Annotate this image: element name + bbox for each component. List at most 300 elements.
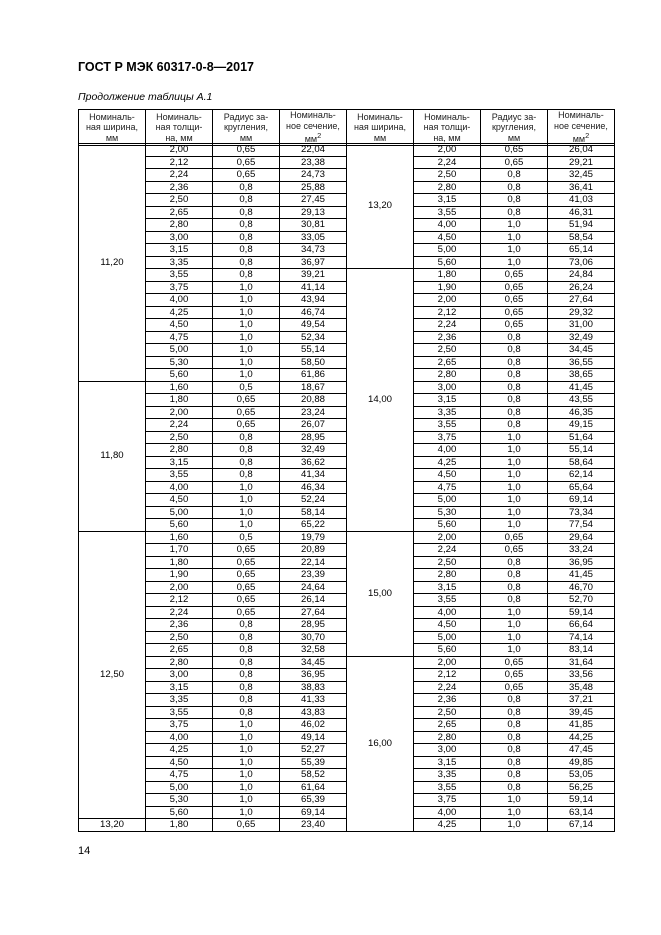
- thickness-cell: 3,55: [414, 206, 481, 219]
- radius-cell: 1,0: [213, 794, 280, 807]
- thickness-cell: 5,00: [146, 781, 213, 794]
- radius-cell: 1,0: [213, 731, 280, 744]
- thickness-cell: 3,15: [146, 244, 213, 257]
- section-cell: 41,85: [548, 719, 615, 732]
- radius-cell: 0,8: [481, 556, 548, 569]
- section-cell: 27,64: [280, 606, 347, 619]
- radius-cell: 0,65: [213, 544, 280, 557]
- radius-cell: 0,65: [481, 656, 548, 669]
- radius-cell: 0,5: [213, 381, 280, 394]
- thickness-cell: 4,50: [414, 231, 481, 244]
- radius-cell: 0,65: [481, 144, 548, 157]
- radius-cell: 0,65: [213, 169, 280, 182]
- table-row: [347, 531, 615, 544]
- section-cell: 43,55: [548, 394, 615, 407]
- thickness-cell: 3,55: [414, 781, 481, 794]
- radius-cell: 0,8: [481, 194, 548, 207]
- col-radius-header: Радиус за- кругления, мм: [481, 110, 548, 146]
- radius-cell: 0,65: [213, 581, 280, 594]
- thickness-cell: 5,00: [146, 506, 213, 519]
- thickness-cell: 5,30: [414, 506, 481, 519]
- thickness-cell: 4,75: [146, 769, 213, 782]
- thickness-cell: 4,50: [146, 319, 213, 332]
- thickness-cell: 3,15: [146, 681, 213, 694]
- thickness-cell: 2,00: [414, 656, 481, 669]
- radius-cell: 0,65: [213, 556, 280, 569]
- section-cell: 65,22: [280, 519, 347, 532]
- radius-cell: 1,0: [213, 356, 280, 369]
- section-cell: 41,34: [280, 469, 347, 482]
- thickness-cell: 4,75: [146, 331, 213, 344]
- radius-cell: 0,8: [213, 256, 280, 269]
- thickness-cell: 4,00: [414, 219, 481, 232]
- section-cell: 41,03: [548, 194, 615, 207]
- section-cell: 41,33: [280, 694, 347, 707]
- section-cell: 46,34: [280, 481, 347, 494]
- section-cell: 46,02: [280, 719, 347, 732]
- thickness-cell: 4,25: [414, 819, 481, 832]
- radius-cell: 0,8: [481, 169, 548, 182]
- left-table-header: [78, 109, 347, 146]
- thickness-cell: 4,25: [414, 456, 481, 469]
- thickness-cell: 2,80: [414, 731, 481, 744]
- thickness-cell: 4,25: [146, 744, 213, 757]
- section-cell: 33,05: [280, 231, 347, 244]
- section-cell: 59,14: [548, 794, 615, 807]
- thickness-cell: 2,65: [414, 719, 481, 732]
- thickness-cell: 2,50: [414, 169, 481, 182]
- section-cell: 29,32: [548, 306, 615, 319]
- radius-cell: 0,65: [213, 144, 280, 157]
- nominal-width-cell: 12,50: [79, 531, 146, 819]
- radius-cell: 1,0: [213, 319, 280, 332]
- thickness-cell: 4,00: [146, 731, 213, 744]
- thickness-cell: 4,00: [414, 606, 481, 619]
- radius-cell: 0,65: [481, 669, 548, 682]
- thickness-cell: 1,70: [146, 544, 213, 557]
- radius-cell: 1,0: [481, 519, 548, 532]
- thickness-cell: 2,12: [414, 669, 481, 682]
- thickness-cell: 5,00: [146, 344, 213, 357]
- section-cell: 36,55: [548, 356, 615, 369]
- thickness-cell: 2,36: [146, 619, 213, 632]
- section-cell: 46,35: [548, 406, 615, 419]
- section-cell: 20,88: [280, 394, 347, 407]
- radius-cell: 0,8: [481, 769, 548, 782]
- thickness-cell: 4,00: [146, 294, 213, 307]
- radius-cell: 1,0: [481, 231, 548, 244]
- section-cell: 43,94: [280, 294, 347, 307]
- section-cell: 37,21: [548, 694, 615, 707]
- section-cell: 32,45: [548, 169, 615, 182]
- radius-cell: 1,0: [481, 494, 548, 507]
- section-cell: 33,56: [548, 669, 615, 682]
- thickness-cell: 4,00: [414, 444, 481, 457]
- thickness-cell: 2,24: [414, 156, 481, 169]
- nominal-width-cell: 11,80: [79, 381, 146, 531]
- section-cell: 34,45: [548, 344, 615, 357]
- thickness-cell: 3,35: [414, 406, 481, 419]
- thickness-cell: 5,00: [414, 494, 481, 507]
- section-cell: 38,83: [280, 681, 347, 694]
- section-cell: 58,14: [280, 506, 347, 519]
- section-cell: 51,94: [548, 219, 615, 232]
- table-row: [79, 144, 347, 157]
- radius-cell: 0,65: [213, 394, 280, 407]
- thickness-cell: 2,65: [414, 356, 481, 369]
- section-cell: 36,95: [280, 669, 347, 682]
- radius-cell: 1,0: [213, 494, 280, 507]
- col-thickness-header: Номиналь- ная толщи- на, мм: [414, 110, 481, 146]
- section-cell: 26,07: [280, 419, 347, 432]
- radius-cell: 0,8: [213, 181, 280, 194]
- radius-cell: 1,0: [481, 506, 548, 519]
- thickness-cell: 3,55: [414, 419, 481, 432]
- radius-cell: 1,0: [481, 219, 548, 232]
- section-cell: 49,15: [548, 419, 615, 432]
- section-cell: 27,64: [548, 294, 615, 307]
- radius-cell: 0,8: [481, 569, 548, 582]
- section-cell: 49,14: [280, 731, 347, 744]
- nominal-width-cell: 11,20: [79, 144, 146, 382]
- thickness-cell: 2,50: [414, 706, 481, 719]
- thickness-cell: 2,50: [146, 194, 213, 207]
- radius-cell: 1,0: [481, 481, 548, 494]
- thickness-cell: 2,80: [146, 444, 213, 457]
- thickness-cell: 2,24: [146, 606, 213, 619]
- thickness-cell: 2,80: [146, 219, 213, 232]
- thickness-cell: 2,36: [414, 694, 481, 707]
- section-cell: 33,24: [548, 544, 615, 557]
- thickness-cell: 5,60: [414, 256, 481, 269]
- page-number: 14: [78, 845, 91, 857]
- thickness-cell: 3,15: [146, 456, 213, 469]
- radius-cell: 1,0: [481, 606, 548, 619]
- radius-cell: 0,8: [481, 581, 548, 594]
- section-cell: 30,81: [280, 219, 347, 232]
- thickness-cell: 3,75: [146, 281, 213, 294]
- radius-cell: 0,8: [213, 269, 280, 282]
- thickness-cell: 3,55: [146, 469, 213, 482]
- radius-cell: 0,8: [213, 431, 280, 444]
- section-cell: 58,52: [280, 769, 347, 782]
- radius-cell: 0,65: [481, 281, 548, 294]
- radius-cell: 1,0: [481, 631, 548, 644]
- table-row: [347, 144, 615, 157]
- radius-cell: 1,0: [213, 769, 280, 782]
- thickness-cell: 3,75: [414, 431, 481, 444]
- thickness-cell: 1,60: [146, 531, 213, 544]
- section-cell: 22,14: [280, 556, 347, 569]
- radius-cell: 1,0: [213, 369, 280, 382]
- radius-cell: 0,8: [213, 631, 280, 644]
- section-cell: 58,54: [548, 231, 615, 244]
- section-cell: 23,38: [280, 156, 347, 169]
- thickness-cell: 5,60: [414, 644, 481, 657]
- thickness-cell: 4,50: [146, 756, 213, 769]
- radius-cell: 0,8: [481, 369, 548, 382]
- left-table: [78, 143, 347, 832]
- thickness-cell: 3,00: [414, 381, 481, 394]
- section-cell: 41,45: [548, 381, 615, 394]
- radius-cell: 1,0: [481, 644, 548, 657]
- section-cell: 46,31: [548, 206, 615, 219]
- radius-cell: 0,65: [481, 269, 548, 282]
- section-cell: 49,54: [280, 319, 347, 332]
- radius-cell: 0,65: [481, 306, 548, 319]
- section-cell: 35,48: [548, 681, 615, 694]
- radius-cell: 0,8: [213, 194, 280, 207]
- section-cell: 23,39: [280, 569, 347, 582]
- section-cell: 30,70: [280, 631, 347, 644]
- nominal-width-cell: 15,00: [347, 531, 414, 656]
- section-cell: 52,70: [548, 594, 615, 607]
- thickness-cell: 2,65: [146, 206, 213, 219]
- section-cell: 18,67: [280, 381, 347, 394]
- section-cell: 24,84: [548, 269, 615, 282]
- section-cell: 58,50: [280, 356, 347, 369]
- section-cell: 31,00: [548, 319, 615, 332]
- thickness-cell: 2,24: [146, 419, 213, 432]
- radius-cell: 0,65: [213, 569, 280, 582]
- section-cell: 41,14: [280, 281, 347, 294]
- col-section-header: Номиналь- ное сечение, $мм^2$: [548, 110, 615, 146]
- thickness-cell: 2,36: [146, 181, 213, 194]
- thickness-cell: 2,50: [414, 344, 481, 357]
- thickness-cell: 2,24: [414, 319, 481, 332]
- col-section-header: Номиналь- ное сечение, $мм^2$: [280, 110, 347, 146]
- thickness-cell: 2,24: [414, 544, 481, 557]
- radius-cell: 0,8: [213, 244, 280, 257]
- thickness-cell: 2,12: [414, 306, 481, 319]
- radius-cell: 1,0: [213, 344, 280, 357]
- section-cell: 39,45: [548, 706, 615, 719]
- section-cell: 67,14: [548, 819, 615, 832]
- thickness-cell: 5,60: [146, 806, 213, 819]
- section-cell: 55,14: [548, 444, 615, 457]
- section-cell: 36,41: [548, 181, 615, 194]
- section-cell: 38,65: [548, 369, 615, 382]
- radius-cell: 0,65: [213, 606, 280, 619]
- radius-cell: 0,8: [213, 206, 280, 219]
- section-cell: 29,64: [548, 531, 615, 544]
- thickness-cell: 3,75: [414, 794, 481, 807]
- radius-cell: 0,8: [213, 231, 280, 244]
- radius-cell: 0,8: [213, 656, 280, 669]
- radius-cell: 1,0: [213, 756, 280, 769]
- radius-cell: 1,0: [213, 744, 280, 757]
- thickness-cell: 2,24: [414, 681, 481, 694]
- thickness-cell: 1,90: [146, 569, 213, 582]
- radius-cell: 0,65: [213, 594, 280, 607]
- thickness-cell: 3,00: [414, 744, 481, 757]
- section-cell: 74,14: [548, 631, 615, 644]
- section-cell: 49,85: [548, 756, 615, 769]
- table-row: [347, 656, 615, 669]
- radius-cell: 1,0: [213, 294, 280, 307]
- section-cell: 46,70: [548, 581, 615, 594]
- thickness-cell: 2,00: [414, 144, 481, 157]
- radius-cell: 1,0: [481, 469, 548, 482]
- section-cell: 39,21: [280, 269, 347, 282]
- thickness-cell: 5,30: [146, 794, 213, 807]
- section-cell: 66,64: [548, 619, 615, 632]
- radius-cell: 0,65: [213, 156, 280, 169]
- section-cell: 26,04: [548, 144, 615, 157]
- right-table-header: [346, 109, 615, 146]
- thickness-cell: 2,00: [146, 581, 213, 594]
- thickness-cell: 4,00: [146, 481, 213, 494]
- section-cell: 32,49: [280, 444, 347, 457]
- radius-cell: 0,65: [481, 544, 548, 557]
- section-cell: 61,64: [280, 781, 347, 794]
- section-cell: 55,14: [280, 344, 347, 357]
- thickness-cell: 5,00: [414, 244, 481, 257]
- thickness-cell: 4,75: [414, 481, 481, 494]
- radius-cell: 0,8: [481, 356, 548, 369]
- radius-cell: 0,65: [481, 319, 548, 332]
- radius-cell: 0,8: [481, 344, 548, 357]
- section-cell: 73,06: [548, 256, 615, 269]
- thickness-cell: 3,00: [146, 231, 213, 244]
- section-cell: 44,25: [548, 731, 615, 744]
- section-cell: 52,34: [280, 331, 347, 344]
- document-header: ГОСТ Р МЭК 60317-0-8—2017: [78, 60, 254, 74]
- radius-cell: 0,8: [481, 394, 548, 407]
- radius-cell: 0,8: [481, 706, 548, 719]
- radius-cell: 1,0: [213, 281, 280, 294]
- radius-cell: 0,5: [213, 531, 280, 544]
- section-cell: 28,95: [280, 431, 347, 444]
- thickness-cell: 4,50: [414, 619, 481, 632]
- section-cell: 43,83: [280, 706, 347, 719]
- radius-cell: 0,65: [481, 531, 548, 544]
- thickness-cell: 2,12: [146, 594, 213, 607]
- radius-cell: 0,8: [481, 781, 548, 794]
- radius-cell: 0,8: [481, 594, 548, 607]
- radius-cell: 0,8: [213, 219, 280, 232]
- radius-cell: 0,8: [481, 731, 548, 744]
- section-cell: 26,24: [548, 281, 615, 294]
- thickness-cell: 2,50: [414, 556, 481, 569]
- thickness-cell: 4,00: [414, 806, 481, 819]
- section-cell: 24,64: [280, 581, 347, 594]
- thickness-cell: 1,90: [414, 281, 481, 294]
- section-cell: 46,74: [280, 306, 347, 319]
- radius-cell: 1,0: [481, 456, 548, 469]
- radius-cell: 0,65: [213, 819, 280, 832]
- thickness-cell: 5,30: [146, 356, 213, 369]
- radius-cell: 0,8: [481, 381, 548, 394]
- thickness-cell: 2,00: [146, 406, 213, 419]
- thickness-cell: 5,60: [414, 519, 481, 532]
- thickness-cell: 3,15: [414, 581, 481, 594]
- section-cell: 77,54: [548, 519, 615, 532]
- section-cell: 27,45: [280, 194, 347, 207]
- section-cell: 69,14: [280, 806, 347, 819]
- section-cell: 65,39: [280, 794, 347, 807]
- section-cell: 83,14: [548, 644, 615, 657]
- section-cell: 32,58: [280, 644, 347, 657]
- section-cell: 56,25: [548, 781, 615, 794]
- thickness-cell: 2,80: [414, 569, 481, 582]
- col-thickness-header: Номиналь- ная толщи- на, мм: [146, 110, 213, 146]
- thickness-cell: 4,50: [414, 469, 481, 482]
- section-cell: 34,73: [280, 244, 347, 257]
- radius-cell: 1,0: [481, 619, 548, 632]
- radius-cell: 0,8: [481, 331, 548, 344]
- table-row: [347, 269, 615, 282]
- radius-cell: 1,0: [481, 806, 548, 819]
- thickness-cell: 1,80: [414, 269, 481, 282]
- thickness-cell: 3,15: [414, 194, 481, 207]
- section-cell: 24,73: [280, 169, 347, 182]
- radius-cell: 0,8: [213, 469, 280, 482]
- table-row: [79, 381, 347, 394]
- nominal-width-cell: 13,20: [79, 819, 146, 832]
- thickness-cell: 3,15: [414, 756, 481, 769]
- thickness-cell: 2,36: [414, 331, 481, 344]
- section-cell: 52,27: [280, 744, 347, 757]
- radius-cell: 0,8: [213, 706, 280, 719]
- thickness-cell: 2,00: [146, 144, 213, 157]
- table-row: [79, 531, 347, 544]
- thickness-cell: 2,50: [146, 431, 213, 444]
- radius-cell: 1,0: [481, 244, 548, 257]
- section-cell: 65,14: [548, 244, 615, 257]
- section-cell: 22,04: [280, 144, 347, 157]
- thickness-cell: 3,35: [414, 769, 481, 782]
- radius-cell: 1,0: [213, 506, 280, 519]
- section-cell: 51,64: [548, 431, 615, 444]
- section-cell: 32,49: [548, 331, 615, 344]
- radius-cell: 0,65: [481, 156, 548, 169]
- section-cell: 65,64: [548, 481, 615, 494]
- radius-cell: 0,8: [213, 456, 280, 469]
- table-row: [79, 819, 347, 832]
- thickness-cell: 5,00: [414, 631, 481, 644]
- section-cell: 62,14: [548, 469, 615, 482]
- radius-cell: 0,65: [213, 406, 280, 419]
- thickness-cell: 4,50: [146, 494, 213, 507]
- section-cell: 20,89: [280, 544, 347, 557]
- radius-cell: 0,8: [213, 644, 280, 657]
- radius-cell: 0,8: [481, 694, 548, 707]
- radius-cell: 1,0: [213, 306, 280, 319]
- radius-cell: 0,8: [481, 406, 548, 419]
- radius-cell: 1,0: [481, 431, 548, 444]
- radius-cell: 1,0: [213, 481, 280, 494]
- thickness-cell: 3,35: [146, 694, 213, 707]
- section-cell: 58,64: [548, 456, 615, 469]
- thickness-cell: 2,50: [146, 631, 213, 644]
- nominal-width-cell: 14,00: [347, 269, 414, 532]
- thickness-cell: 3,35: [146, 256, 213, 269]
- radius-cell: 1,0: [213, 781, 280, 794]
- radius-cell: 0,8: [213, 444, 280, 457]
- radius-cell: 0,8: [213, 619, 280, 632]
- thickness-cell: 1,80: [146, 556, 213, 569]
- radius-cell: 1,0: [481, 819, 548, 832]
- thickness-cell: 2,00: [414, 531, 481, 544]
- thickness-cell: 3,75: [146, 719, 213, 732]
- section-cell: 34,45: [280, 656, 347, 669]
- section-cell: 61,86: [280, 369, 347, 382]
- radius-cell: 0,8: [481, 419, 548, 432]
- section-cell: 26,14: [280, 594, 347, 607]
- radius-cell: 0,8: [481, 756, 548, 769]
- section-cell: 73,34: [548, 506, 615, 519]
